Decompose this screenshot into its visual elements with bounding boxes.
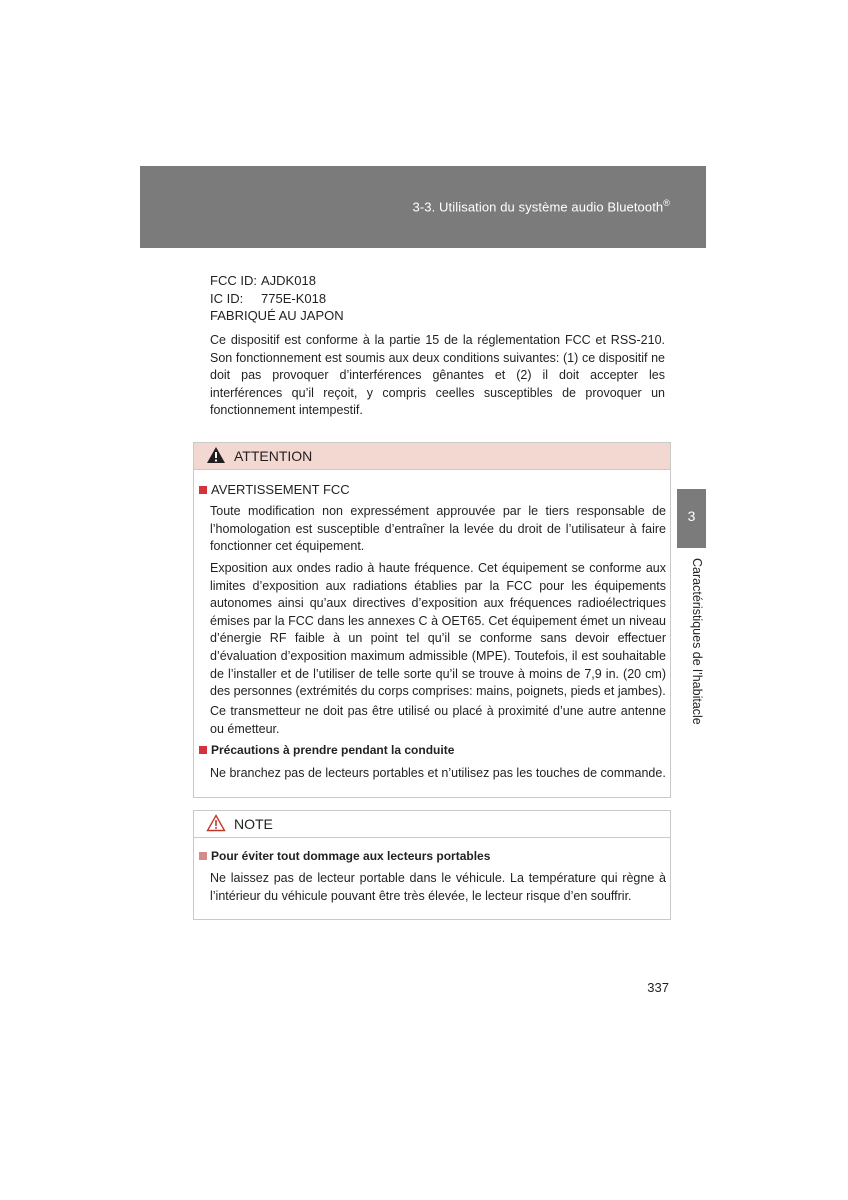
driving-precautions-title-text: Précautions à prendre pendant la conduite	[211, 743, 455, 757]
portable-player-title-text: Pour éviter tout dommage aux lecteurs portables	[211, 849, 491, 863]
compliance-paragraph: Ce dispositif est conforme à la partie 15 de la réglementation FCC et RSS-210. Son fonctionnement est soumis aux deux conditions suivantes: (1) ce dispositif ne doit pas provoquer d’interférences gênantes et (2) il doit accepter les interférences qu’il reçoit, y compris ceelles susceptibles de provoquer un fonctionnement intempestif.	[210, 333, 665, 418]
registered-mark: ®	[663, 198, 670, 208]
attention-heading: ATTENTION	[234, 448, 313, 464]
chapter-number: 3	[687, 508, 696, 524]
section-header-band	[140, 166, 706, 248]
driving-precautions-title	[199, 743, 454, 757]
portable-player-title	[199, 849, 490, 863]
attention-paragraph-2: Exposition aux ondes radio à haute fréquence. Cet équipement se conforme aux limites d’exposition aux radiations établies par la FCC pour les équipements autonomes ainsi qu’aux directives d’exposition aux fréquences radioélectriques émises par la FCC dans les annexes C à OET65. Cet équipement émet un niveau d’énergie RF faible à un point tel qu’il se conforme sans devoir effectuer d’évaluation d’exposition maximum admissible (MPE). Toutefois, il est souhaitable de l’installer et de l’utiliser de telle sorte qu’il se trouve à moins de 7,9 in. (20 cm) des personnes (extrémités du corps comprises: mains, poignets, pieds et jambes).	[210, 561, 666, 699]
ic-id-value: 775E-K018	[261, 290, 327, 306]
fcc-warning-title	[199, 482, 350, 497]
note-header	[194, 811, 670, 838]
note-box	[193, 810, 671, 920]
attention-paragraph-1: Toute modification non expressément approuvée par le tiers responsable de l’homologation est susceptible d’entraîner la levée du droit de l’utilisateur à faire fonctionner cet équipement.	[210, 504, 666, 554]
caution-triangle-outline-icon	[206, 814, 228, 834]
ic-id-label: IC ID:	[210, 290, 244, 306]
note-paragraph: Ne laissez pas de lecteur portable dans le véhicule. La température qui règne à l’intérieur du véhicule pouvant être très élevée, le lecteur risque d’en souffrir.	[210, 871, 666, 903]
section-title	[413, 198, 670, 214]
attention-paragraph-4: Ne branchez pas de lecteurs portables et n’utilisez pas les touches de commande.	[210, 766, 666, 780]
attention-box	[193, 442, 671, 798]
attention-paragraph-3: Ce transmetteur ne doit pas être utilisé ou placé à proximité d’une autre antenne ou émetteur.	[210, 704, 666, 736]
page-number: 337	[647, 980, 669, 995]
chapter-tab[interactable]	[677, 489, 706, 548]
note-heading: NOTE	[234, 816, 273, 832]
warning-triangle-icon	[206, 446, 228, 466]
attention-header	[194, 443, 670, 470]
fcc-id-label: FCC ID:	[210, 273, 257, 288]
chapter-label: Caractéristiques de l’habitacle	[690, 558, 704, 725]
fcc-id-row	[210, 272, 344, 290]
device-ids	[210, 272, 344, 325]
red-square-bullet-icon	[199, 746, 207, 754]
pink-square-bullet-icon	[199, 852, 207, 860]
red-square-bullet-icon	[199, 486, 207, 494]
section-title-text: 3-3. Utilisation du système audio Bluetooth	[412, 199, 664, 215]
fcc-id-value: AJDK018	[261, 273, 316, 288]
fcc-warning-title-text: AVERTISSEMENT FCC	[211, 482, 350, 497]
ic-id-row	[210, 290, 344, 308]
made-in-japan: FABRIQUÉ AU JAPON	[210, 308, 344, 323]
